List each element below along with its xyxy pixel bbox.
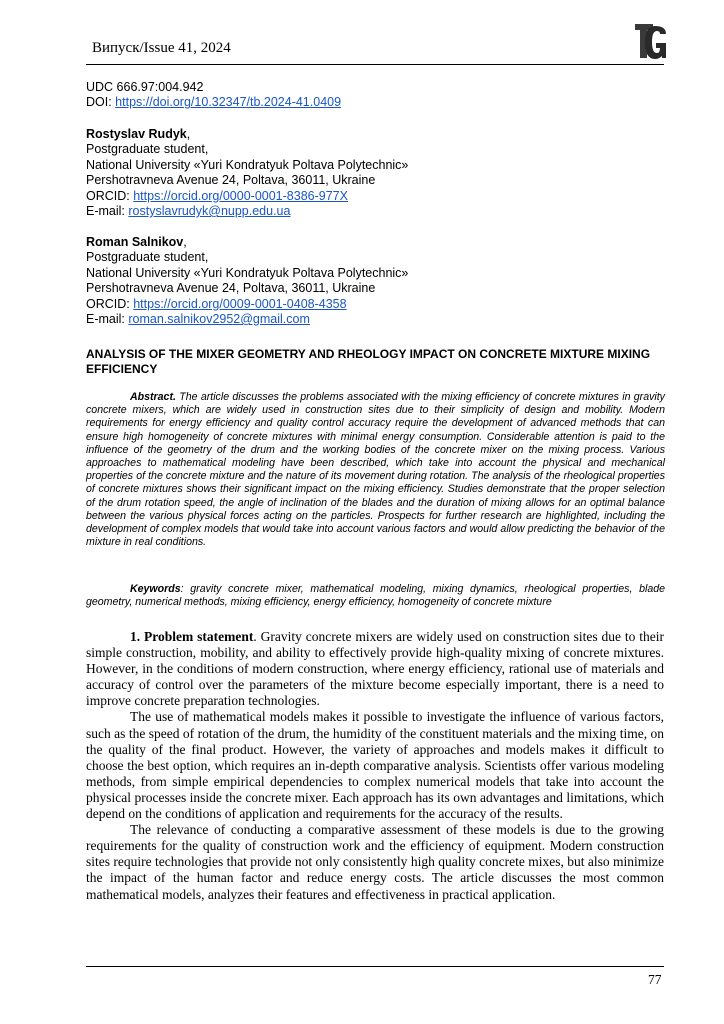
- journal-logo: [633, 22, 667, 62]
- author-role: Postgraduate student,: [86, 250, 209, 265]
- paragraph: The use of mathematical models makes it possible to investigate the influence of various factors, such as the speed of rotation of the drum, the humidity of the constituent materials and the mixing time, on the quality of the final product. However, the variety of approaches and models makes it difficult to choose the best option, which requires an in-depth comparative analysis. Scientists offer various modeling methods, from simple empirical dependencies to complex numerical models that take into account the physical processes inside the concrete mixer. Each approach has its own advantages and limitations, which depend on the conditions of application and requirements for the accuracy of the results.: [86, 709, 664, 822]
- doi-line: DOI: https://doi.org/10.32347/tb.2024-41.0409: [86, 95, 342, 110]
- abstract-text: The article discusses the problems associated with the mixing efficiency of concrete mixtures in gravity concrete mixers, which are widely used in construction sites due to their simplicity of design and mobility. Modern requirements for energy efficiency and quality control accuracy require the development of advanced methods that can ensure high homogeneity of concrete mixtures with minimal energy consumption. Considerable attention is paid to the influence of the geometry of the drum and the working bodies of the concrete mixer on the mixing process. Various approaches to mathematical modeling have been described, which take into account the physical and mechanical properties of the concrete mixture and the nature of its movement during rotation. The analysis of the rheological properties of concrete mixtures shows their significant impact on the mixing efficiency. Studies demonstrate that the proper selection of the drum rotation speed, the angle of inclination of the blades and the duration of mixing allows for an optimal balance between the various physical forces acting on the particles. Prospects for further research are highlighted, including the development of complex models that would take into account various factors and would allow predicting the behavior of the mixture in real conditions.: [86, 391, 665, 549]
- author-name: Roman Salnikov: [86, 235, 184, 249]
- doi-link[interactable]: https://doi.org/10.32347/tb.2024-41.0409: [115, 95, 342, 110]
- author-email-line: E-mail: roman.salnikov2952@gmail.com: [86, 312, 310, 327]
- author-address: Pershotravneva Avenue 24, Poltava, 36011, Ukraine: [86, 173, 376, 188]
- body-text: [86, 629, 664, 903]
- article-meta: [86, 80, 666, 111]
- page-number: 77: [648, 972, 662, 987]
- author-orcid-line: ORCID: https://orcid.org/0009-0001-0408-4358: [86, 296, 347, 311]
- email-link[interactable]: rostyslavrudyk@nupp.edu.ua: [128, 204, 291, 219]
- author-role: Postgraduate student,: [86, 142, 209, 157]
- author-email-line: E-mail: rostyslavrudyk@nupp.edu.ua: [86, 204, 291, 219]
- footer-rule: [86, 966, 664, 967]
- abstract-label: Abstract.: [130, 391, 176, 403]
- keywords-text: : gravity concrete mixer, mathematical modeling, mixing dynamics, rheological properties, blade geometry, numerical methods, mixing efficiency, energy efficiency, homogeneity of concrete mixture: [86, 583, 665, 609]
- author-affiliation: National University «Yuri Kondratyuk Poltava Polytechnic»: [86, 157, 409, 172]
- issue-header: Випуск/Issue 41, 2024: [92, 40, 231, 56]
- author-block-2: [86, 235, 666, 327]
- author-block-1: [86, 127, 666, 219]
- keywords-label: Keywords: [130, 583, 181, 595]
- abstract: [86, 391, 665, 549]
- author-name-line: Rostyslav Rudyk,: [86, 127, 191, 141]
- paragraph: 1. Problem statement. Gravity concrete mixers are widely used on construction sites due to their simple construction, mobility, and ability to effectively provide high-quality mixing of concrete mixtures. However, in the conditions of modern construction, where energy efficiency, rational use of materials and accuracy of control over the parameters of the mixture become especially important, there is a need to improve concrete preparation technologies.: [86, 629, 665, 709]
- section-heading: 1. Problem statement: [130, 629, 254, 644]
- article-title: ANALYSIS OF THE MIXER GEOMETRY AND RHEOLOGY IMPACT ON CONCRETE MIXTURE MIXING EFFICIENCY: [86, 347, 651, 376]
- paragraph: The relevance of conducting a comparative assessment of these models is due to the growing requirements for the quality of construction work and the efficiency of equipment. Modern construction sites require technologies that provide not only consistently high quality concrete mixes, but also minimize the impact of the human factor and reduce energy costs. The article discusses the most common mathematical models, analyzes their features and effectiveness in practical application.: [86, 822, 664, 902]
- email-link[interactable]: roman.salnikov2952@gmail.com: [128, 312, 310, 327]
- author-orcid-line: ORCID: https://orcid.org/0000-0001-8386-977X: [86, 188, 348, 203]
- udc-line: UDC 666.97:004.942: [86, 80, 204, 94]
- author-affiliation: National University «Yuri Kondratyuk Poltava Polytechnic»: [86, 265, 409, 280]
- author-name-line: Roman Salnikov,: [86, 235, 187, 249]
- author-address: Pershotravneva Avenue 24, Poltava, 36011, Ukraine: [86, 281, 376, 296]
- orcid-link[interactable]: https://orcid.org/0009-0001-0408-4358: [133, 296, 347, 311]
- keywords: [86, 583, 665, 609]
- orcid-link[interactable]: https://orcid.org/0000-0001-8386-977X: [133, 188, 348, 203]
- header-rule: [86, 64, 664, 65]
- author-name: Rostyslav Rudyk: [86, 127, 187, 141]
